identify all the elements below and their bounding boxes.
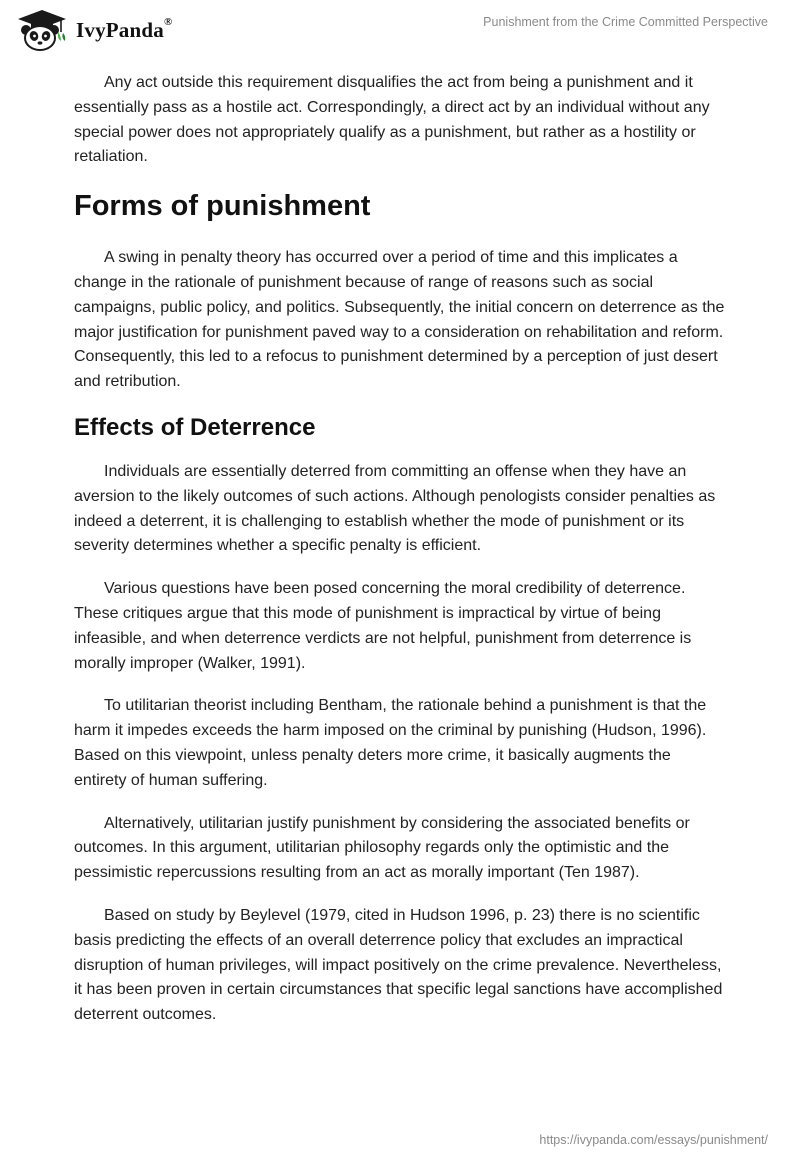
deterrence-paragraph-2: Various questions have been posed concerning the moral credibility of deterrence. These critiques argue that this mode of punishment is impractical by virtue of being infeasible, and when deterrence verdicts are not helpful, punishment from deterrence is morally improper (Walker, 1991).	[74, 580, 692, 672]
forms-paragraph: A swing in penalty theory has occurred over a period of time and this implicates a change in the rationale of punishment because of range of reasons such as social campaigns, public policy, and politics. Subsequently, the initial concern on deterrence as the major justification for punishment paved way to a consideration on rehabilitation and reform. Consequently, this led to a refocus to punishment determined by a perception of just desert and retribution.	[74, 249, 725, 391]
effects-of-deterrence-heading: Effects of Deterrence	[74, 413, 316, 441]
deterrence-paragraph-4: Alternatively, utilitarian justify punishment by considering the associated benefits or outcomes. In this argument, utilitarian philosophy regards only the optimistic and the pessimistic repercussions resulting from an act as morally important (Ten 1987).	[74, 814, 690, 882]
intro-paragraph: Any act outside this requirement disqualifies the act from being a punishment and it essentially pass as a hostile act. Correspondingly, a direct act by an individual without any special power does not appropriately qualify as a punishment, but rather as a hostility or retaliation.	[74, 74, 710, 166]
forms-of-punishment-heading: Forms of punishment	[74, 190, 371, 223]
panda-graduate-icon	[14, 8, 70, 52]
source-url[interactable]: https://ivypanda.com/essays/punishment/	[539, 1133, 768, 1147]
page-header	[0, 0, 800, 60]
registered-mark: ®	[163, 16, 173, 28]
deterrence-paragraph-5: Based on study by Beylevel (1979, cited in Hudson 1996, p. 23) there is no scientific basis predicting the effects of an overall deterrence policy that excludes an impractical disruption of human privileges, will impact positively on the crime prevalence. Nevertheless, it has been proven in certain circumstances that specific legal sanctions have accomplished deterrent outcomes.	[74, 906, 723, 1024]
essay-content	[74, 71, 726, 1046]
deterrence-paragraph-1: Individuals are essentially deterred from committing an offense when they have an aversion to the likely outcomes of such actions. Although penologists consider penalties as indeed a deterrent, it is challenging to establish whether the mode of punishment or its severity determines whether a specific penalty is efficient.	[74, 462, 716, 555]
document-title: Punishment from the Crime Committed Perspective	[483, 15, 768, 29]
deterrence-paragraph-3: To utilitarian theorist including Bentham, the rationale behind a punishment is that the harm it impedes exceeds the harm imposed on the criminal by punishing (Hudson, 1996). Based on this viewpoint, unless penalty deters more crime, it basically augments the entirety of human suffering.	[74, 697, 707, 789]
brand-text: IvyPanda	[76, 18, 164, 42]
brand-name	[76, 18, 172, 43]
ivypanda-logo[interactable]	[14, 8, 194, 52]
